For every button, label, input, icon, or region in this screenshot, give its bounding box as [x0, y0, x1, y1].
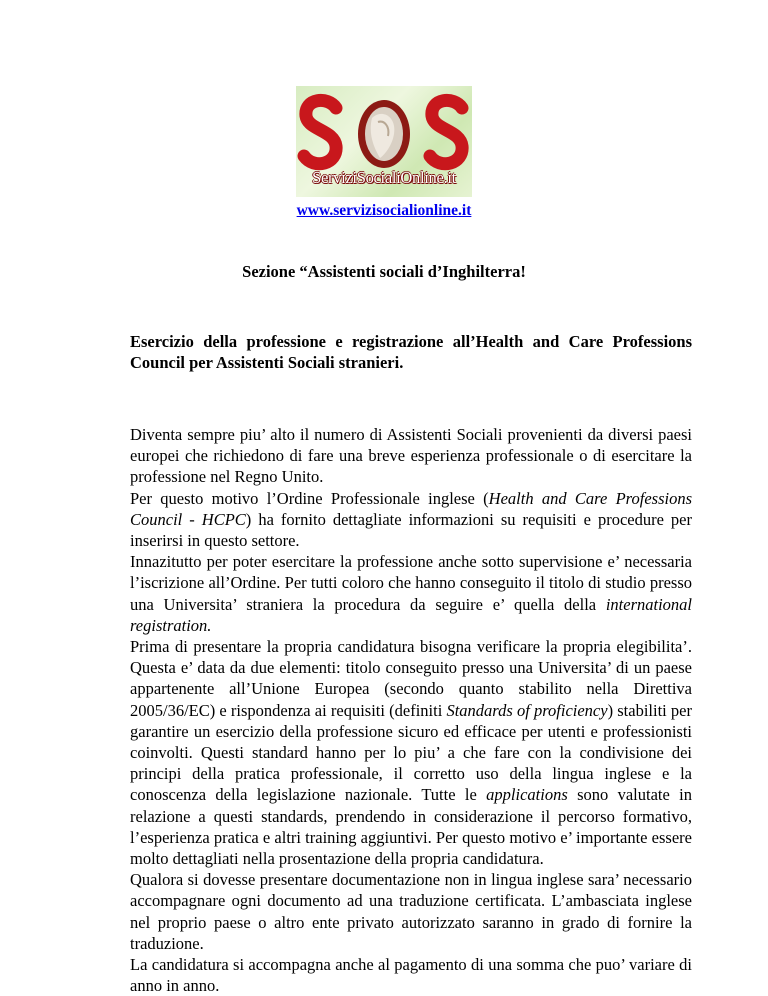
- sos-logo: [296, 86, 472, 197]
- paragraph-4-text-mid: ) stabiliti per garantire un esercizio della professione sicuro ed efficace per utenti e professionisti coinvolti. Questi standard hanno per lo piu’ a che fare con la condivisione dei principi della pratica professionale, il corretto uso della lingua inglese e la conoscenza della legislazione nazionale. Tutte le: [130, 700, 692, 805]
- paragraph-4-italic: Standards of proficiency: [446, 700, 608, 720]
- paragraph-3: [130, 551, 692, 636]
- paragraph-2-text-end: ) ha fornito dettagliate informazioni su requisiti e procedure per inserirsi in questo settore.: [130, 509, 693, 551]
- paragraph-3-text: Innazitutto per poter esercitare la professione anche sotto supervisione e’ necessaria l’iscrizione all’Ordine. Per tutti coloro che hanno conseguito il titolo di studio presso una Universita’ straniera la procedura da seguire e’ quella della: [130, 552, 692, 614]
- paragraph-6: La candidatura si accompagna anche al pagamento di una somma che puo’ variare di anno in anno.: [130, 955, 692, 996]
- paragraph-4-text: Prima di presentare la propria candidatura bisogna verificare la propria elegibilita’. Questa e’ data da due elementi: titolo conseguito presso una Universita’ di un paese appartenente all’Unione Europea (secondo quanto stabilito nella Direttiva 2005/36/EC) e rispondenza ai requisiti (definiti: [130, 637, 692, 720]
- logo-wordmark: ServiziSocialiOnline.it: [312, 168, 456, 187]
- website-link[interactable]: www.servizisocialionline.it: [296, 202, 472, 219]
- paragraph-2-text: Per questo motivo l’Ordine Professionale inglese (: [130, 488, 489, 508]
- paragraph-5: Qualora si dovesse presentare documentazione non in lingua inglese sara’ necessario accompagnare ogni documento ad una traduzione certificata. L’ambasciata inglese nel proprio paese o altro ente privato autorizzato saranno in grado di fornire la traduzione.: [130, 870, 692, 953]
- paragraph-2: [130, 488, 692, 552]
- paragraph-1: Diventa sempre piu’ alto il numero di Assistenti Sociali provenienti da diversi paesi europei che richiedono di fare una breve esperienza professionale o di esercitare la professione nel Regno Unito.: [130, 425, 692, 487]
- section-title: Sezione “Assistenti sociali d’Inghilterra!: [242, 262, 526, 281]
- paragraph-3-italic: international registration.: [130, 594, 692, 635]
- paragraph-4: [130, 636, 692, 869]
- article-heading: Esercizio della professione e registrazione all’Health and Care Professions Council per Assistenti Sociali stranieri.: [130, 332, 692, 372]
- paragraph-4-italic-2: applications: [486, 785, 568, 805]
- paragraph-2-italic: Health and Care Professions Council - HCPC: [130, 488, 692, 529]
- paragraph-4-text-end: sono valutate in relazione a questi standards, prendendo in considerazione il percorso formativo, l’esperienza pratica e altri training aggiuntivi. Per questo motivo e’ importante essere molto dettagliati nella prosentazione della propria candidatura.: [130, 785, 693, 869]
- article-body: [130, 424, 692, 996]
